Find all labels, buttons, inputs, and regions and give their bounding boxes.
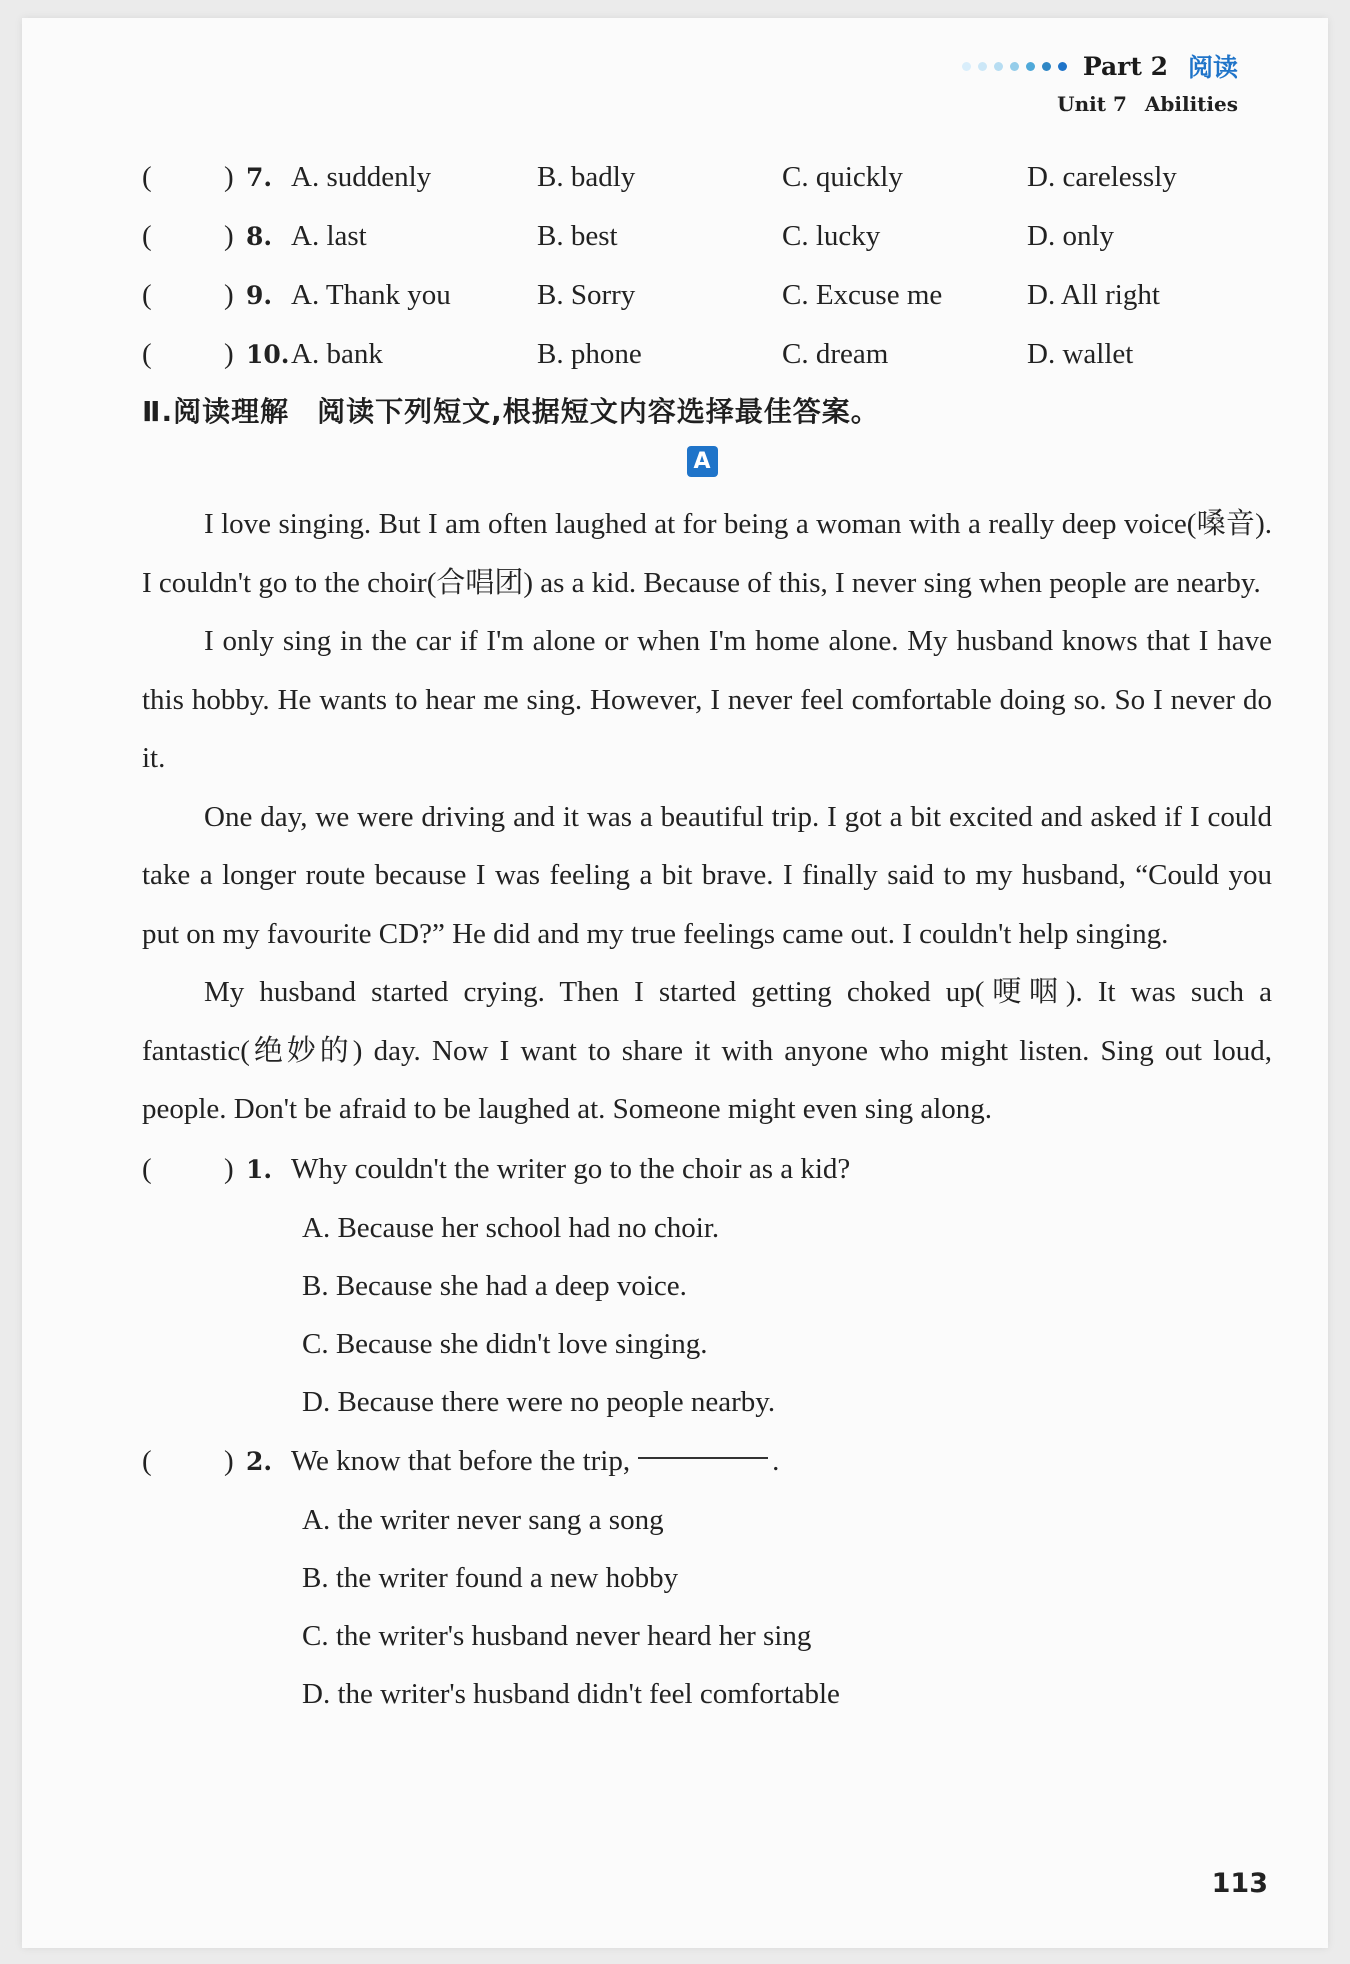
choice-b[interactable]: B. the writer found a new hobby <box>302 1561 679 1594</box>
part-title: 阅读 <box>1187 53 1238 82</box>
passage-badge-wrap <box>132 446 1272 477</box>
choice-c[interactable]: C. the writer's husband never heard her sing <box>302 1619 812 1652</box>
decor-dot-4 <box>1010 62 1019 71</box>
option-a[interactable]: A. last <box>291 220 367 252</box>
option-b[interactable]: B. badly <box>537 161 636 193</box>
question-1 <box>142 1141 1272 1431</box>
option-a[interactable]: A. bank <box>291 338 383 370</box>
option-b[interactable]: B. best <box>537 220 618 252</box>
passage-paragraph: I love singing. But I am often laughed at for being a woman with a really deep voice(嗓音). I couldn't go to the choir(合唱团) as a kid. Because of this, I never sing when people are nearby. <box>142 508 1272 599</box>
section-label: Ⅱ.阅读理解 <box>142 395 290 428</box>
answer-paren-open[interactable]: ( <box>142 220 152 252</box>
option-d[interactable]: D. carelessly <box>1027 161 1177 193</box>
unit-line <box>962 92 1238 116</box>
section-heading <box>142 390 1272 430</box>
passage <box>142 495 1272 1139</box>
question-number: 1. <box>246 1155 273 1184</box>
decor-dot-6 <box>1042 62 1051 71</box>
workbook-page <box>22 18 1328 1948</box>
choice-a[interactable]: A. the writer never sang a song <box>302 1503 664 1536</box>
mc-row-9 <box>142 266 1272 325</box>
choice-a[interactable]: A. Because her school had no choir. <box>302 1211 720 1244</box>
section-instruction: 阅读下列短文,根据短文内容选择最佳答案。 <box>317 395 880 428</box>
decor-dot-7 <box>1058 62 1067 71</box>
decor-dot-1 <box>962 62 971 71</box>
question-number: 9. <box>246 281 273 310</box>
question-stem-end: . <box>772 1445 780 1477</box>
option-d[interactable]: D. only <box>1027 220 1114 252</box>
decor-dot-3 <box>994 62 1003 71</box>
question-stem-row <box>142 1433 1272 1491</box>
question-number: 10. <box>246 340 290 369</box>
choice-d[interactable]: D. the writer's husband didn't feel comfortable <box>302 1677 840 1710</box>
page-content <box>142 148 1272 1723</box>
question-number: 7. <box>246 163 273 192</box>
choice-d[interactable]: D. Because there were no people nearby. <box>302 1385 776 1418</box>
question-stem: We know that before the trip, <box>291 1445 631 1477</box>
answer-paren-close: ) <box>224 161 234 193</box>
passage-badge: A <box>687 446 718 477</box>
option-d[interactable]: D. wallet <box>1027 338 1134 370</box>
mc-row-8 <box>142 207 1272 266</box>
answer-paren-open[interactable]: ( <box>142 279 152 311</box>
choice-c[interactable]: C. Because she didn't love singing. <box>302 1327 708 1360</box>
option-a[interactable]: A. suddenly <box>291 161 432 193</box>
answer-paren-open[interactable]: ( <box>142 1445 152 1477</box>
question-stem-row <box>142 1141 1272 1199</box>
header-dots <box>962 62 1067 71</box>
part-label: Part 2 <box>1082 51 1168 81</box>
answer-paren-open[interactable]: ( <box>142 338 152 370</box>
choice-b[interactable]: B. Because she had a deep voice. <box>302 1269 687 1302</box>
question-number: 8. <box>246 222 273 251</box>
passage-paragraph: I only sing in the car if I'm alone or when I'm home alone. My husband knows that I have this hobby. He wants to hear me sing. However, I never feel comfortable doing so. So I never do it. <box>142 625 1272 774</box>
answer-blank[interactable] <box>638 1457 768 1459</box>
question-number: 2. <box>246 1447 273 1476</box>
mc-row-7 <box>142 148 1272 207</box>
option-b[interactable]: B. Sorry <box>537 279 636 311</box>
option-c[interactable]: C. lucky <box>782 220 881 252</box>
option-c[interactable]: C. Excuse me <box>782 279 943 311</box>
answer-paren-close: ) <box>224 1153 234 1185</box>
page-header <box>962 48 1238 116</box>
decor-dot-2 <box>978 62 987 71</box>
option-d[interactable]: D. All right <box>1027 279 1160 311</box>
header-top <box>962 48 1238 84</box>
option-a[interactable]: A. Thank you <box>291 279 451 311</box>
answer-paren-close: ) <box>224 1445 234 1477</box>
answer-paren-close: ) <box>224 338 234 370</box>
page-number: 113 <box>1211 1868 1268 1899</box>
answer-paren-open[interactable]: ( <box>142 1153 152 1185</box>
answer-paren-close: ) <box>224 279 234 311</box>
question-2 <box>142 1433 1272 1723</box>
option-c[interactable]: C. dream <box>782 338 889 370</box>
option-c[interactable]: C. quickly <box>782 161 903 193</box>
answer-paren-close: ) <box>224 220 234 252</box>
passage-paragraph: My husband started crying. Then I started getting choked up(哽咽). It was such a fantastic(绝妙的) day. Now I want to share it with anyone who might listen. Sing out loud, people. Don't be afraid to be laughed at. Someone might even sing along. <box>142 976 1272 1125</box>
option-b[interactable]: B. phone <box>537 338 642 370</box>
question-stem: Why couldn't the writer go to the choir as a kid? <box>291 1153 851 1185</box>
decor-dot-5 <box>1026 62 1035 71</box>
unit-title: Abilities <box>1144 92 1238 116</box>
answer-paren-open[interactable]: ( <box>142 161 152 193</box>
unit-label: Unit 7 <box>1057 92 1127 116</box>
cloze-options-block <box>142 148 1272 384</box>
passage-paragraph: One day, we were driving and it was a beautiful trip. I got a bit excited and asked if I could take a longer route because I was feeling a bit brave. I finally said to my husband, “Could you put on my favourite CD?” He did and my true feelings came out. I couldn't help singing. <box>142 800 1272 950</box>
mc-row-10 <box>142 325 1272 384</box>
